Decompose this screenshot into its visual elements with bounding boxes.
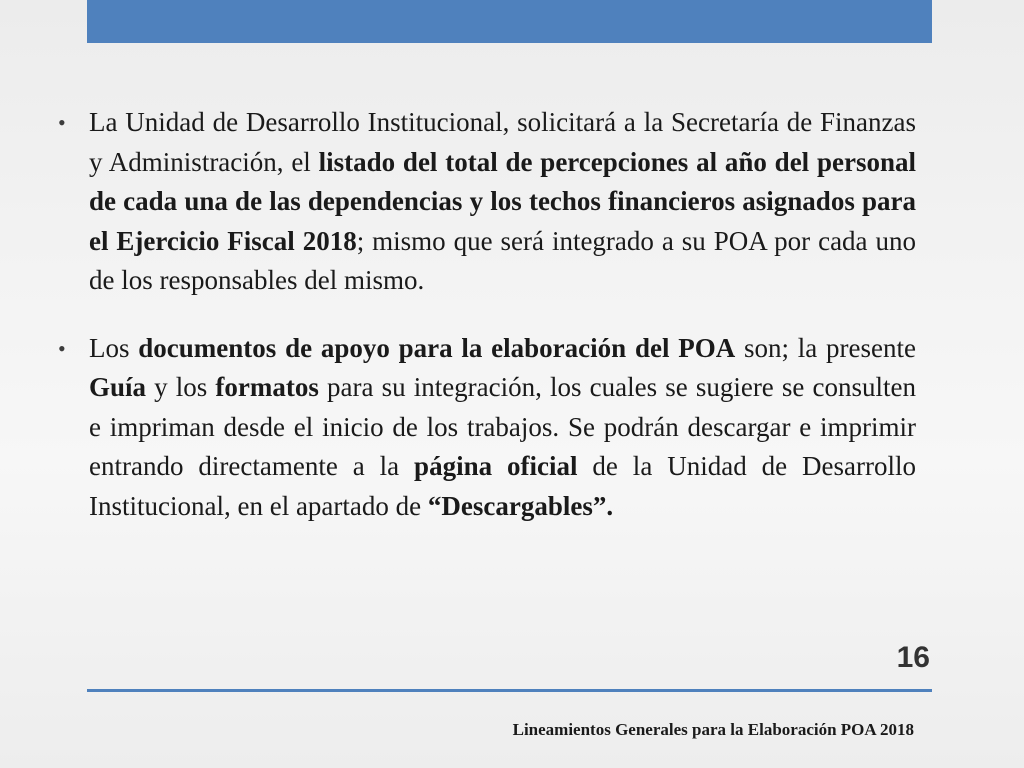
bullet-dot-icon: • — [58, 110, 66, 135]
text-segment: ; mismo que será integrado a su POA por cada uno de los responsables del mismo. — [89, 225, 916, 295]
footer-title: Lineamientos Generales para la Elaboración POA 2018 — [512, 720, 914, 739]
bottom-divider — [87, 689, 932, 692]
bullet-item — [58, 103, 916, 301]
bold-text-segment: documentos de apoyo para la elaboración del POA — [138, 332, 736, 363]
text-segment: para su integración, los cuales se sugiere se consulten e impriman desde el inicio de los trabajos. Se podrán descargar e imprimir entrando directamente a la — [89, 372, 917, 481]
page-number: 16 — [896, 641, 930, 674]
bullet-item — [58, 329, 916, 527]
bullet-dot-icon: • — [58, 335, 66, 361]
bold-text-segment: listado del total de percepciones al año del personal de cada una de las dependencias y los techos financieros asignados para el Ejercicio Fiscal 2018 — [89, 146, 916, 256]
text-segment: La Unidad de Desarrollo Institucional, solicitará a la Secretaría de Finanzas y Administración, el — [89, 107, 916, 177]
slide-content — [58, 103, 916, 526]
bold-text-segment: “Descargables”. — [427, 490, 614, 521]
bullet-text — [89, 107, 916, 295]
bold-text-segment: Guía — [89, 372, 147, 402]
text-segment: Los — [89, 332, 139, 363]
bold-text-segment: página oficial — [414, 451, 578, 481]
top-accent-bar — [87, 0, 932, 43]
text-segment: y los — [146, 372, 216, 402]
bullet-text — [89, 333, 916, 521]
text-segment: son; la presente — [735, 332, 916, 363]
text-segment: de la Unidad de Desarrollo Institucional, en el apartado de — [89, 451, 916, 521]
bold-text-segment: formatos — [215, 372, 319, 402]
